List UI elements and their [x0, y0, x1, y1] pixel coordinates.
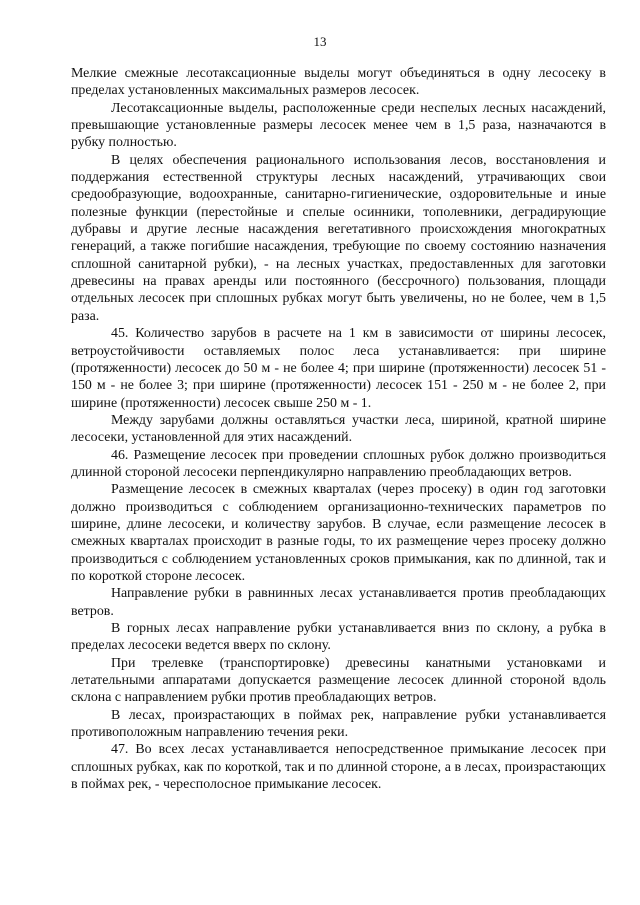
- paragraph-plain-forests: Направление рубки в равнинных лесах устанавливается против преобладающих ветров.: [71, 586, 606, 619]
- document-body: [71, 65, 606, 793]
- paragraph-item-45: 45. Количество зарубов в расчете на 1 км в зависимости от ширины лесосек, ветроустойчивости оставляемых полос леса устанавливается: при ширине (протяженности) лесосек до 50 м - не более 4; при ширине (протяженности) лесосек 51 - 150 м - не более 3; при ширине (протяженности) лесосек 151 - 250 м - не более 2, при ширине (протяженности) лесосек свыше 250 м - 1.: [71, 326, 606, 411]
- page-number: 13: [313, 34, 327, 49]
- paragraph-cable-skidding: При трелевке (транспортировке) древесины канатными установками и летательными аппаратами допускается размещение лесосек длинной стороной вдоль склона с направлением рубки против преобладающих ветров.: [71, 655, 606, 706]
- paragraph-floodplain: В лесах, произрастающих в поймах рек, направление рубки устанавливается противоположным направлению течения реки.: [71, 707, 606, 741]
- paragraph-rational-use: В целях обеспечения рационального использования лесов, восстановления и поддержания естественной структуры лесных насаждений, утрачивающих свои средообразующие, водоохранные, санитарно-гигиенические, оздоровительные и иные полезные функции (перестойные и спелые осинники, тополевники, деградирующие дубравы и другие лесные насаждения вегетативного происхождения многократных генераций, а также погибшие насаждения, требующие по своему состоянию назначения сплошной санитарной рубки), - на лесных участках, предоставленных для заготовки древесины на правах аренды или постоянного (бессрочного) пользования, площади отдельных лесосек при сплошных рубках могут быть увеличены, но не более, чем в 1,5 раза.: [71, 152, 606, 324]
- paragraph-small-adjacent-plots: Мелкие смежные лесотаксационные выделы могут объединяться в одну лесосеку в пределах установленных максимальных размеров лесосек.: [71, 66, 606, 99]
- paragraph-item-46: 46. Размещение лесосек при проведении сплошных рубок должно производиться длинной стороной лесосеки перпендикулярно направлению преобладающих ветров.: [71, 447, 606, 480]
- paragraph-mountain-forests: В горных лесах направление рубки устанавливается вниз по склону, а рубка в пределах лесосеки ведется вверх по склону.: [71, 621, 606, 654]
- paragraph-between-cuts: Между зарубами должны оставляться участки леса, шириной, кратной ширине лесосеки, установленной для этих насаждений.: [71, 412, 606, 446]
- paragraph-adjacent-quarters: Размещение лесосек в смежных кварталах (через просеку) в один год заготовки должно производиться с соблюдением организационно-технических параметров по ширине, длине лесосеки, и количеству зарубов. В случае, если размещение лесосек в смежных кварталах происходит в разные годы, то их размещение через просеку должно производиться с соблюдением установленных сроков примыкания, как по длинной, так и по короткой стороне лесосек.: [71, 482, 606, 584]
- paragraph-item-47: 47. Во всех лесах устанавливается непосредственное примыкание лесосек при сплошных рубках, как по короткой, так и по длинной стороне, а в лесах, произрастающих в поймах рек, - чересполосное примыкание лесосек.: [71, 742, 606, 793]
- paragraph-immature-stands: Лесотаксационные выделы, расположенные среди неспелых лесных насаждений, превышающие установленные размеры лесосек менее чем в 1,5 раза, назначаются в рубку полностью.: [71, 100, 606, 151]
